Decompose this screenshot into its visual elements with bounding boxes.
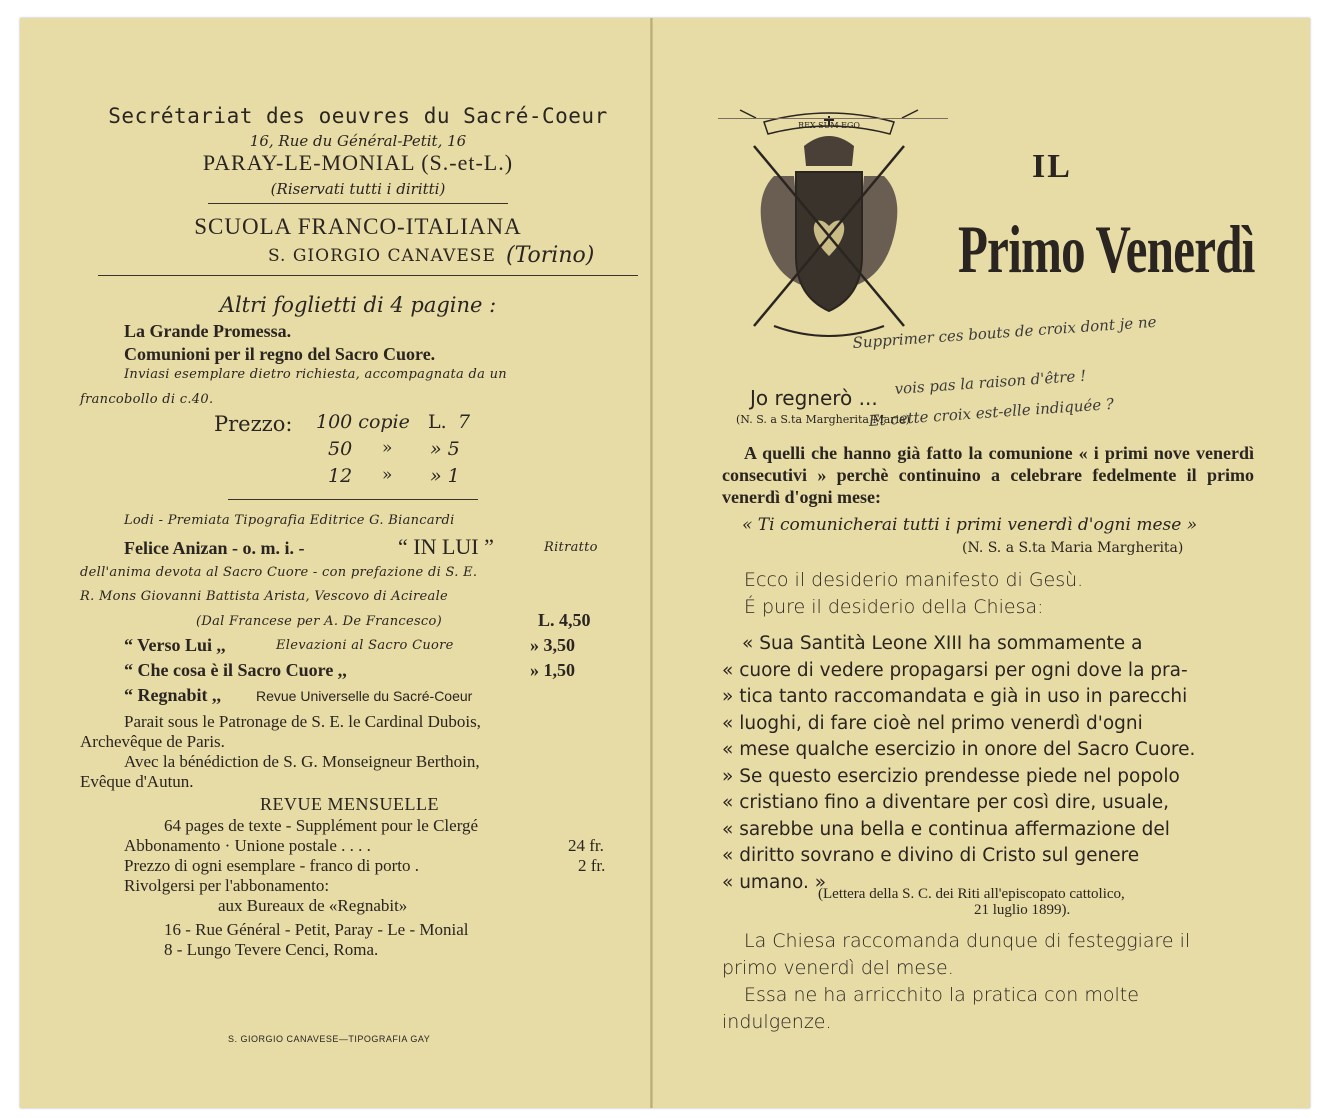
divider-2: [98, 275, 638, 276]
patronage-2: Archevêque de Paris.: [80, 732, 225, 751]
leaflet-item-2: Comunioni per il regno del Sacro Cuore.: [124, 344, 436, 364]
price-row-3-qty: 12: [328, 465, 353, 487]
leo-quote-line: « cuore di vedere propagarsi per ogni dove la pra-: [722, 659, 1188, 681]
leo-quote-line: « umano. »: [722, 871, 827, 893]
rivolgersi-1: Rivolgersi per l'abbonamento:: [124, 876, 330, 895]
abonnement-label: Abbonamento · Unione postale . . . .: [124, 836, 371, 855]
handwritten-note-2: vois pas la raison d'être !: [894, 366, 1087, 398]
price-row-2-value: » 5: [430, 438, 460, 460]
letter-attribution-1: (Lettera della S. C. dei Riti all'episcopato cattolico,: [818, 886, 1125, 902]
price-row-1-qty: 100 copie: [316, 411, 410, 433]
price-label: Prezzo:: [214, 412, 293, 436]
book-desc-3: R. Mons Giovanni Battista Arista, Vescovo di Acireale: [80, 589, 449, 604]
book-author: Felice Anizan - o. m. i. -: [124, 538, 305, 558]
school-city: (Torino): [506, 243, 595, 268]
closing-line-4: indulgenze.: [722, 1011, 832, 1033]
school-name: SCUOLA FRANCO-ITALIANA: [194, 214, 522, 239]
regnabit-desc: Revue Universelle du Sacré-Coeur: [256, 688, 473, 704]
exemplar-label: Prezzo di ogni esemplare - franco di porto .: [124, 856, 420, 875]
address-2: 8 - Lungo Tevere Cenci, Roma.: [164, 940, 379, 959]
printer-footer: S. GIORGIO CANAVESE—TIPOGRAFIA GAY: [228, 1034, 431, 1044]
title-il: IL: [1032, 148, 1072, 185]
leo-quote-line: « diritto sovrano e divino di Cristo sul genere: [722, 845, 1140, 866]
right-page: [718, 18, 1258, 1108]
sample-note-1: Inviasi esemplare dietro richiesta, accompagnata da un: [124, 367, 507, 382]
rights-note: (Riservati tutti i diritti): [270, 180, 446, 198]
handwritten-note-1: Supprimer ces bouts de croix dont je ne: [852, 312, 1157, 352]
printer-line: Lodi - Premiata Tipografia Editrice G. Biancardi: [124, 513, 455, 528]
desire-line-1: Ecco il desiderio manifesto di Gesù.: [744, 569, 1084, 591]
revue-mensuelle: REVUE MENSUELLE: [260, 794, 439, 814]
price-row-1-value: 7: [458, 411, 471, 433]
leaflet-sheet: [20, 18, 1310, 1108]
handwritten-note-3: Et cette croix est-elle indiquée ?: [868, 394, 1115, 430]
price-row-3-currency: »: [382, 465, 393, 485]
leo-quote-line: « luoghi, di fare cioè nel primo venerdì d'ogni: [722, 712, 1143, 734]
book-2-desc: Elevazioni al Sacro Cuore: [276, 638, 454, 653]
left-page: [78, 18, 638, 1108]
center-fold: [650, 18, 653, 1108]
closing-line-1: La Chiesa raccomanda dunque di festeggiare il: [744, 930, 1191, 952]
benediction-1: Avec la bénédiction de S. G. Monseigneur Berthoin,: [124, 752, 480, 771]
leo-quote-line: « Sua Santità Leone XIII ha sommamente a: [742, 633, 1143, 654]
leo-quote-line: » Se questo esercizio prendesse piede nel popolo: [722, 765, 1180, 787]
book-3-price: » 1,50: [530, 660, 575, 680]
book-2-title: “ Verso Lui ,,: [124, 635, 226, 655]
closing-line-3: Essa ne ha arricchito la pratica con molte: [744, 984, 1139, 1006]
secretariat-address: 16, Rue du Général-Petit, 16: [249, 132, 467, 150]
regnabit-title: “ Regnabit ,,: [124, 685, 222, 705]
price-row-2-currency: »: [382, 438, 393, 458]
leaflet-item-1: La Grande Promessa.: [124, 321, 292, 341]
letter-attribution-2: 21 luglio 1899).: [974, 902, 1071, 918]
regnero-attribution: (N. S. a S.ta Margherita Maria): [736, 413, 910, 426]
book-desc-2: dell'anima devota al Sacro Cuore - con prefazione di S. E.: [80, 565, 478, 580]
crest-border-top: [718, 118, 948, 119]
title-main: Primo Venerdì: [958, 211, 1255, 287]
closing-line-2: primo venerdì del mese.: [722, 957, 954, 979]
leo-quote-line: » tica tanto raccomandata e già in uso in parecchi: [722, 686, 1188, 707]
abonnement-price: 24 fr.: [568, 836, 604, 855]
sacred-heart-crest-icon: [734, 106, 924, 356]
desire-line-2: É pure il desiderio della Chiesa:: [744, 596, 1044, 618]
book-title: “ IN LUI ”: [398, 534, 494, 559]
jesus-quote: « Ti comunicherai tutti i primi venerdì d'ogni mese »: [742, 515, 1198, 535]
book-3-title: “ Che cosa è il Sacro Cuore ,,: [124, 660, 347, 680]
school-place: S. GIORGIO CANAVESE: [268, 246, 496, 266]
exemplar-price: 2 fr.: [578, 856, 606, 875]
jesus-quote-attribution: (N. S. a S.ta Maria Margherita): [962, 540, 1184, 556]
divider-1: [208, 203, 508, 204]
price-row-2-qty: 50: [328, 438, 353, 460]
regnero-quote: Jo regnerò ...: [750, 386, 878, 410]
crest-motto: REX SUM EGO: [798, 121, 860, 130]
intro-paragraph: A quelli che hanno già fatto la comunione « i primi nove venerdì consecutivi » perchè continuino a celebrare fedelmente il primo venerdì d'ogni mese:: [722, 443, 1254, 507]
leaflets-heading: Altri foglietti di 4 pagine :: [219, 293, 497, 317]
sample-note-2: francobollo di c.40.: [80, 392, 214, 407]
benediction-2: Evêque d'Autun.: [80, 772, 194, 791]
rivolgersi-2: aux Bureaux de «Regnabit»: [218, 896, 408, 915]
leo-quote-line: « cristiano fino a diventare per così dire, usuale,: [722, 792, 1170, 813]
pages-text: 64 pages de texte - Supplément pour le Clergé: [164, 816, 479, 835]
address-1: 16 - Rue Général - Petit, Paray - Le - Monial: [164, 920, 469, 939]
book-desc-4: (Dal Francese per A. De Francesco): [196, 614, 443, 629]
price-row-3-value: » 1: [430, 465, 460, 487]
leo-quote-line: « sarebbe una bella e continua affermazione del: [722, 818, 1170, 840]
leo-quote-line: « mese qualche esercizio in onore del Sacro Cuore.: [722, 739, 1196, 760]
book-2-price: » 3,50: [530, 635, 575, 655]
secretariat-heading: Secrétariat des oeuvres du Sacré-Coeur: [108, 104, 608, 128]
book-price-1: L. 4,50: [538, 610, 591, 630]
patronage-1: Parait sous le Patronage de S. E. le Cardinal Dubois,: [124, 712, 481, 731]
leo-quote: [722, 631, 1195, 896]
book-desc-1: Ritratto: [544, 540, 598, 555]
divider-3: [228, 499, 478, 500]
secretariat-city: PARAY-LE-MONIAL (S.-et-L.): [202, 150, 514, 175]
price-row-1-currency: L.: [428, 411, 447, 433]
